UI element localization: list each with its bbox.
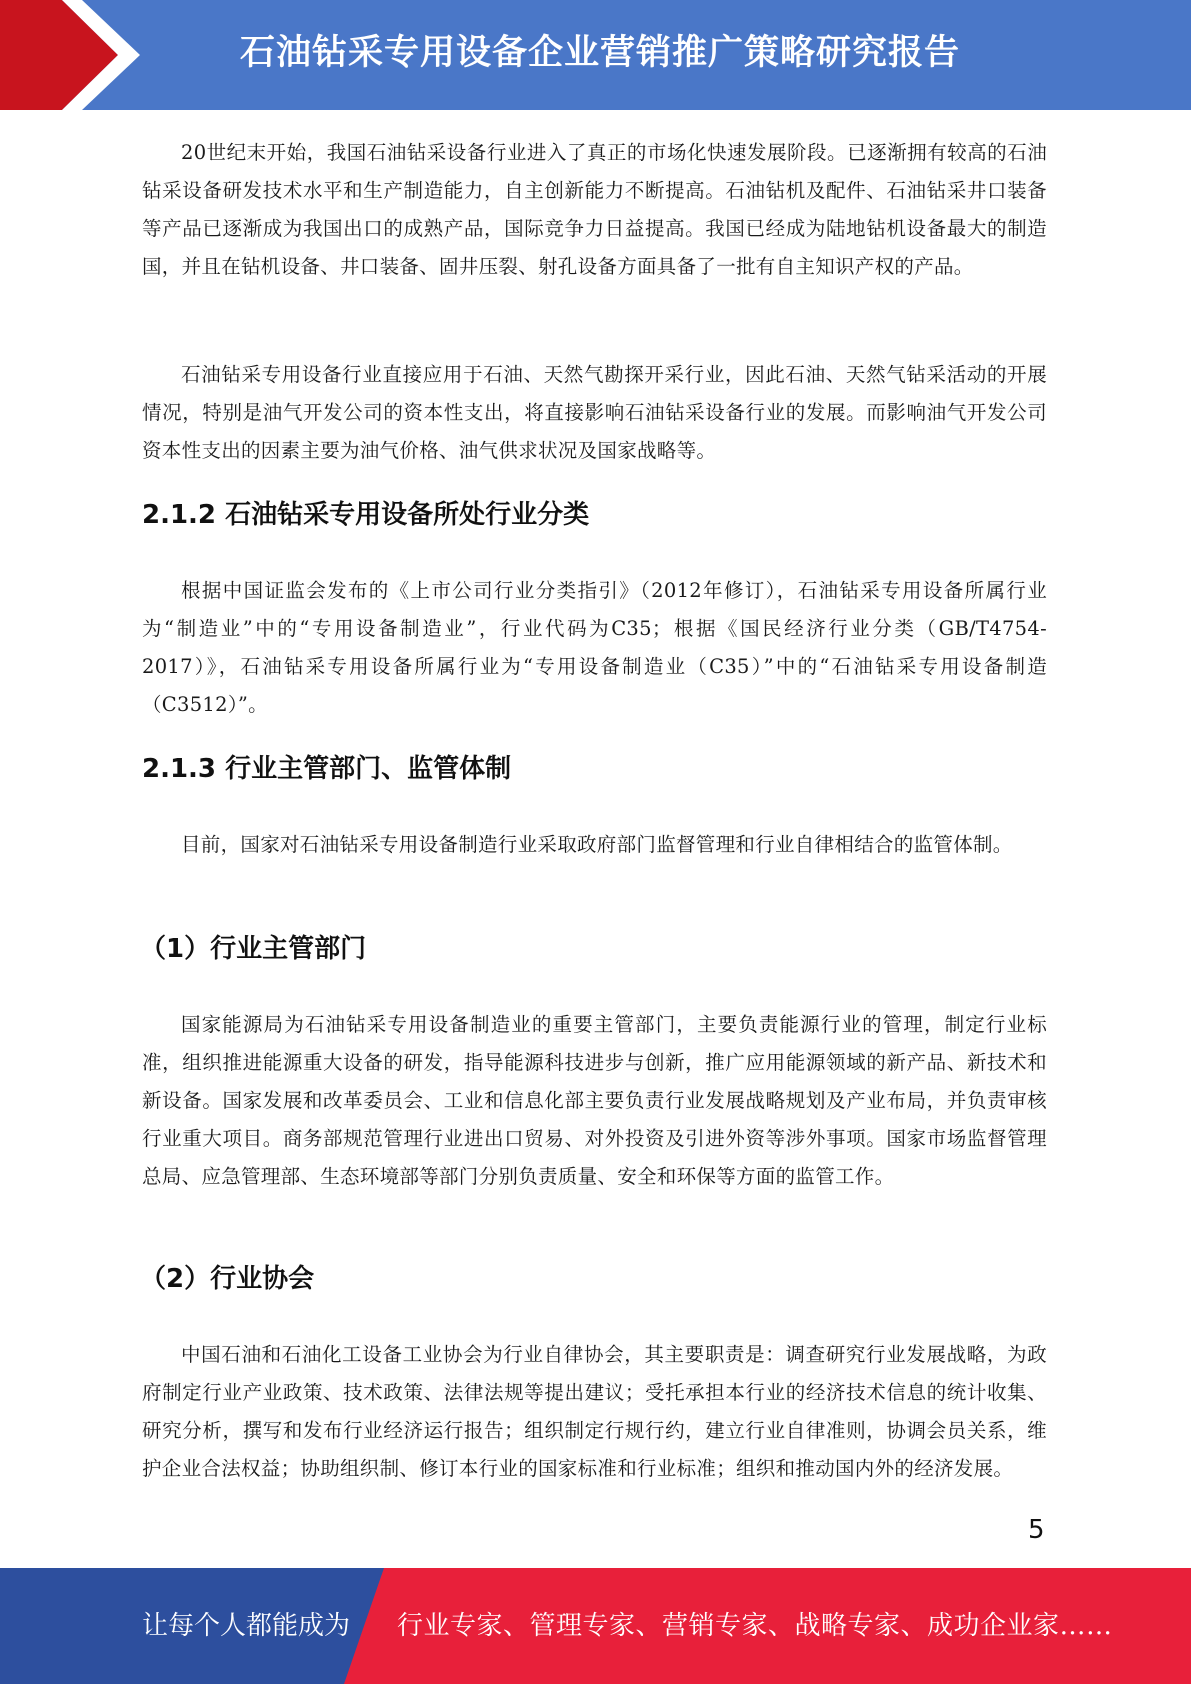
paragraph-industry-classification: 根据中国证监会发布的《上市公司行业分类指引》（2012年修订），石油钻采专用设备所属行业为“制造业”中的“专用设备制造业”，行业代码为C35；根据《国民经济行业分类（GB/T4754-2017）》，石油钻采专用设备所属行业为“专用设备制造业（C35）”中的“石油钻采专用设备制造（C3512）”。 [142,579,1047,716]
paragraph-authorities: 国家能源局为石油钻采专用设备制造业的重要主管部门，主要负责能源行业的管理，制定行业标准，组织推进能源重大设备的研发，指导能源科技进步与创新，推广应用能源领域的新产品、新技术和新设备。国家发展和改革委员会、工业和信息化部主要负责行业发展战略规划及产业布局，并负责审核行业重大项目。商务部规范管理行业进出口贸易、对外投资及引进外资等涉外事项。国家市场监督管理总局、应急管理部、生态环境部等部门分别负责质量、安全和环保等方面的监管工作。 [142,1013,1047,1188]
footer-banner [0,1568,1191,1684]
page-number: 5 [1028,1515,1045,1545]
header-banner [0,0,1191,110]
section-heading-2-1-3: 2.1.3 行业主管部门、监管体制 [142,754,512,784]
subheading-association: （2）行业协会 [140,1264,315,1294]
section-heading-2-1-2: 2.1.2 石油钻采专用设备所处行业分类 [142,500,590,530]
header-arrow-decoration [0,0,160,110]
paragraph-regulatory-system: 目前，国家对石油钻采专用设备制造行业采取政府部门监督管理和行业自律相结合的监管体制。 [181,833,1013,856]
subheading-authorities: （1）行业主管部门 [140,934,367,964]
footer-slogan-right: 行业专家、管理专家、营销专家、战略专家、成功企业家…… [397,1611,1113,1641]
paragraph-association: 中国石油和石油化工设备工业协会为行业自律协会，其主要职责是：调查研究行业发展战略，为政府制定行业产业政策、技术政策、法律法规等提出建议；受托承担本行业的经济技术信息的统计收集、研究分析，撰写和发布行业经济运行报告；组织制定行规行约，建立行业自律准则，协调会员关系，维护企业合法权益；协助组织制、修订本行业的国家标准和行业标准；组织和推动国内外的经济发展。 [142,1343,1047,1480]
footer-slogan-left: 让每个人都能成为 [142,1611,351,1641]
report-title: 石油钻采专用设备企业营销推广策略研究报告 [240,33,961,73]
paragraph-industry-application: 石油钻采专用设备行业直接应用于石油、天然气勘探开采行业，因此石油、天然气钻采活动的开展情况，特别是油气开发公司的资本性支出，将直接影响石油钻采设备行业的发展。而影响油气开发公司资本性支出的因素主要为油气价格、油气供求状况及国家战略等。 [142,363,1047,462]
paragraph-industry-development: 20世纪末开始，我国石油钻采设备行业进入了真正的市场化快速发展阶段。已逐渐拥有较高的石油钻采设备研发技术水平和生产制造能力，自主创新能力不断提高。石油钻机及配件、石油钻采井口装备等产品已逐渐成为我国出口的成熟产品，国际竞争力日益提高。我国已经成为陆地钻机设备最大的制造国，并且在钻机设备、井口装备、固井压裂、射孔设备方面具备了一批有自主知识产权的产品。 [142,141,1047,278]
